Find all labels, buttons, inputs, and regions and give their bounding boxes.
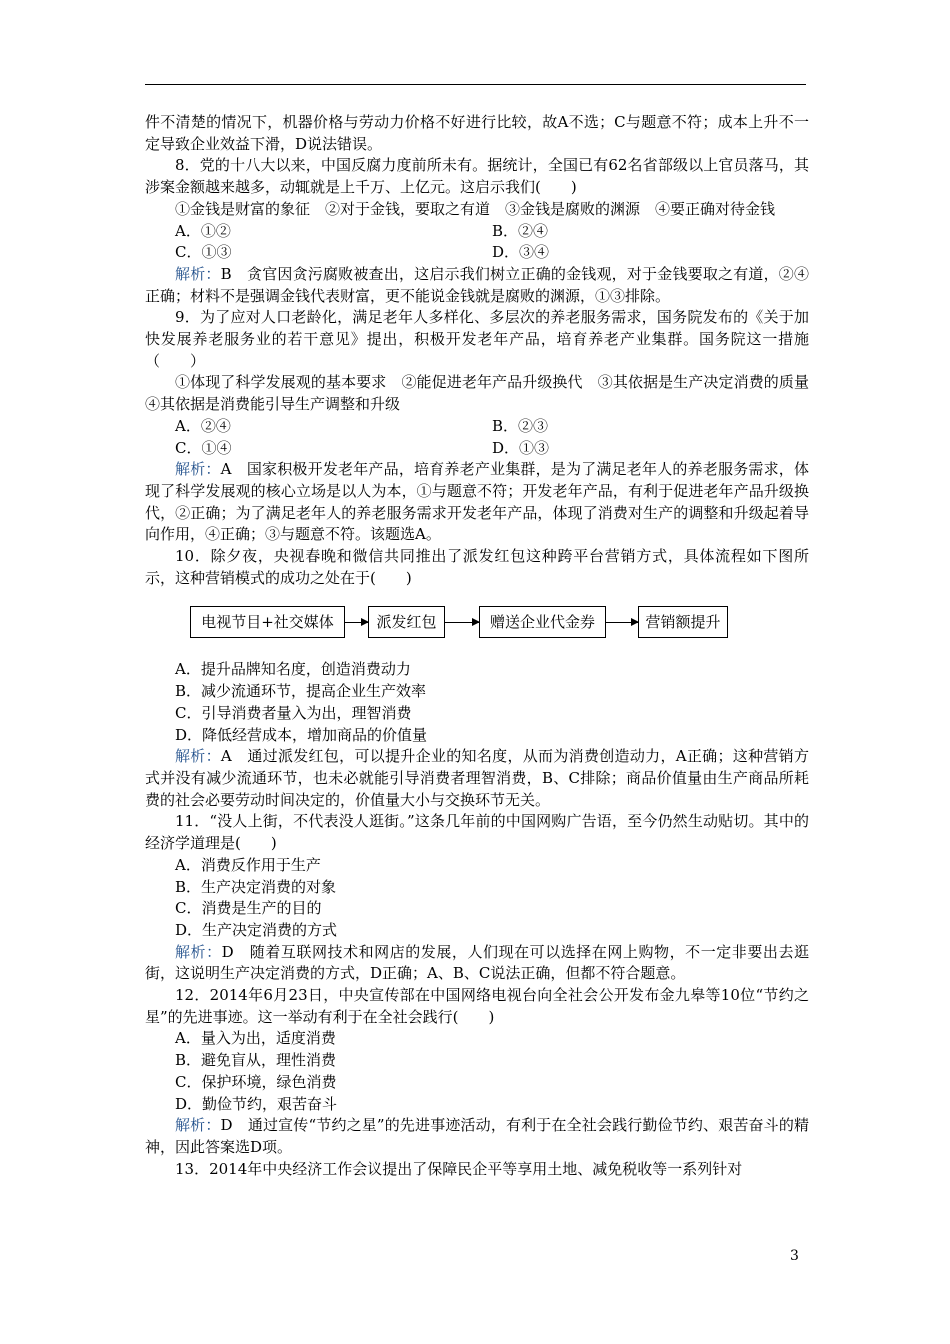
- q8-options-row-2: [145, 242, 809, 264]
- q10-option-d: D．降低经营成本，增加商品的价值量: [175, 725, 428, 744]
- header-rule: [145, 84, 806, 85]
- q11-option-d: D．生产决定消费的方式: [175, 920, 338, 939]
- q9-stem: 9．为了应对人口老龄化，满足老年人多样化、多层次的养老服务需求，国务院发布的《关于加快发展养老服务业的若干意见》提出，积极开发老年产品，培育养老产业集群。国务院这一措施（ ）: [145, 308, 809, 370]
- page-body: [145, 112, 825, 1180]
- q10-flow-diagram: [145, 597, 809, 655]
- q8-option-d: D．③④: [492, 243, 550, 262]
- q11-option-b: B．生产决定消费的对象: [175, 877, 337, 896]
- q9-options-row-2: [145, 438, 809, 460]
- q9-option-b: B．②③: [492, 416, 549, 435]
- q8-analysis-label: 解析：: [175, 264, 221, 283]
- q8-analysis-text: B 贪官因贪污腐败被查出，这启示我们树立正确的金钱观，对于金钱要取之有道，②④正确；材料不是强调金钱代表财富，更不能说金钱就是腐败的渊源，①③排除。: [145, 264, 809, 305]
- q10-analysis-label: 解析：: [175, 747, 221, 766]
- q9-option-c: C．①④: [175, 438, 232, 457]
- q8-option-b: B．②④: [492, 221, 549, 240]
- q11-analysis-text: D 随着互联网技术和网店的发展，人们现在可以选择在网上购物，不一定非要出去逛街，这说明生产决定消费的方式，D正确；A、B、C说法正确，但都不符合题意。: [145, 942, 809, 983]
- q9-option-d: D．①③: [492, 438, 550, 457]
- q10-option-b: B．减少流通环节，提高企业生产效率: [175, 682, 427, 701]
- page-number: 3: [790, 1248, 799, 1264]
- q8-items: ①金钱是财富的象征 ②对于金钱，要取之有道 ③金钱是腐败的渊源 ④要正确对待金钱: [175, 199, 776, 218]
- lead-text: 件不清楚的情况下，机器价格与劳动力价格不好进行比较，故A不选；C与题意不符；成本上升不一定导致企业效益下滑，D说法错误。: [145, 113, 809, 153]
- q9-analysis-label: 解析：: [175, 460, 221, 479]
- q8-analysis: [145, 264, 809, 307]
- q8-option-c: C．①③: [175, 243, 232, 262]
- q12-analysis-text: D 通过宣传“节约之星”的先进事迹活动，有利于在全社会践行勤俭节约、艰苦奋斗的精神，因此答案选D项。: [145, 1116, 809, 1156]
- q13-stem: 13．2014年中央经济工作会议提出了保障民企平等享用土地、减免税收等一系列针对: [175, 1159, 743, 1178]
- q8-stem: 8．党的十八大以来，中国反腐力度前所未有。据统计，全国已有62名省部级以上官员落马，其涉案金额越来越多，动辄就是上千万、上亿元。这启示我们( ): [145, 156, 809, 197]
- q12-option-c: C．保护环境，绿色消费: [175, 1072, 337, 1091]
- flow-box-sales-up: 营销额提升: [638, 606, 728, 638]
- flow-box-voucher: 赠送企业代金券: [479, 606, 606, 638]
- q10-option-a: A．提升品牌知名度，创造消费动力: [175, 660, 411, 679]
- q12-option-b: B．避免盲从，理性消费: [175, 1051, 337, 1070]
- flow-arrow-2: [445, 622, 479, 623]
- q12-stem: 12．2014年6月23日，中央宣传部在中国网络电视台向全社会公开发布金九皋等10位“节约之星”的先进事迹。这一举动有利于在全社会践行( ): [145, 986, 809, 1026]
- q9-analysis: [145, 459, 809, 546]
- q11-option-a: A．消费反作用于生产: [175, 855, 321, 874]
- q8-options-row-1: [145, 221, 809, 243]
- q9-items: ①体现了科学发展观的基本要求 ②能促进老年产品升级换代 ③其依据是生产决定消费的质量 ④其依据是消费能引导生产调整和升级: [145, 373, 825, 414]
- q9-analysis-text: A 国家积极开发老年产品，培育养老产业集群，是为了满足老年人的养老服务需求，体现了科学发展观的核心立场是以人为本，①与题意不符；开发老年产品，有利于促进老年产品升级换代，②正确；为了满足老年人的养老服务需求开发老年产品，体现了消费对生产的调整和升级起着导向作用，④正确；③与题意不符。该题选A。: [145, 460, 809, 544]
- flow-box-red-packet: 派发红包: [368, 606, 445, 638]
- q10-analysis: [145, 746, 809, 811]
- q10-stem: 10．除夕夜，央视春晚和微信共同推出了派发红包这种跨平台营销方式，具体流程如下图所示，这种营销模式的成功之处在于( ): [145, 547, 809, 587]
- q11-analysis: [145, 942, 809, 985]
- q11-option-c: C．消费是生产的目的: [175, 899, 322, 918]
- q10-analysis-text: A 通过派发红包，可以提升企业的知名度，从而为消费创造动力，A正确；这种营销方式并没有减少流通环节，也未必就能引导消费者理智消费，B、C排除；商品价值量由生产商品所耗费的社会必要劳动时间决定的，价值量大小与交换环节无关。: [145, 747, 809, 809]
- flow-arrow-3: [606, 622, 638, 623]
- q9-option-a: A．②④: [175, 416, 231, 435]
- q12-option-a: A．量入为出，适度消费: [175, 1029, 336, 1048]
- flow-box-tv-social: 电视节目+社交媒体: [190, 606, 345, 638]
- q9-options-row-1: [145, 416, 809, 438]
- q12-analysis-label: 解析：: [175, 1116, 221, 1135]
- flow-arrow-1: [345, 622, 368, 623]
- q11-analysis-label: 解析：: [175, 942, 222, 961]
- q10-option-c: C．引导消费者量入为出，理智消费: [175, 703, 412, 722]
- q12-option-d: D．勤俭节约，艰苦奋斗: [175, 1094, 338, 1113]
- q8-option-a: A．①②: [175, 221, 231, 240]
- q12-analysis: [145, 1115, 809, 1158]
- q11-stem: 11．“没人上街，不代表没人逛街。”这条几年前的中国网购广告语，至今仍然生动贴切。其中的经济学道理是( ): [145, 812, 809, 853]
